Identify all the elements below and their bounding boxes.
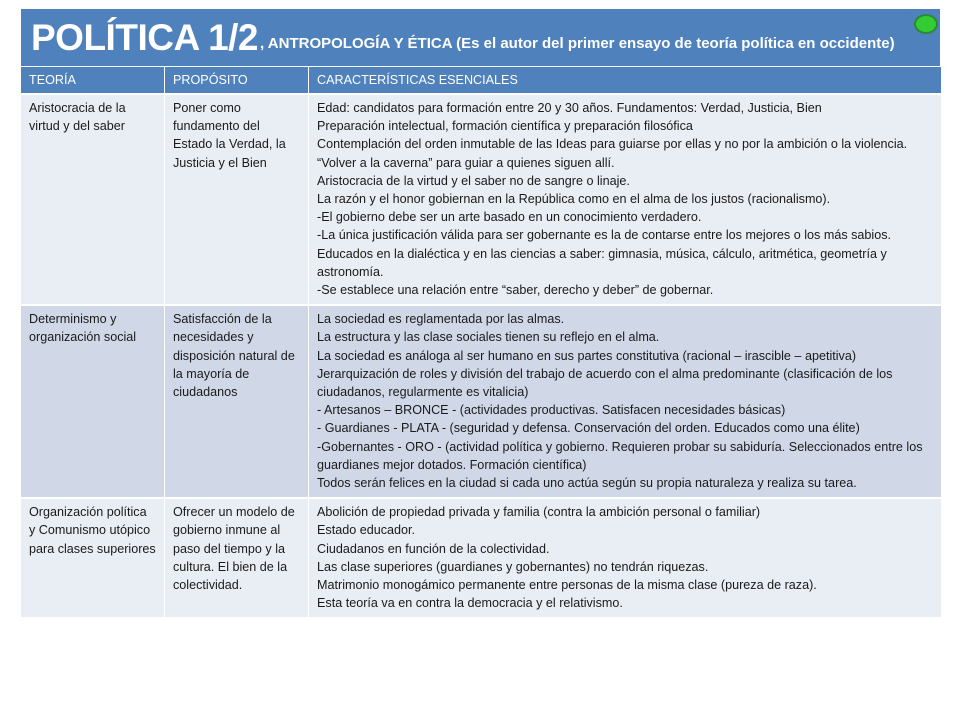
characteristic-line: -Se establece una relación entre “saber, derecho y deber” de gobernar. [317, 283, 714, 298]
characteristic-line: Ciudadanos en función de la colectividad. [317, 541, 550, 556]
characteristic-line: -Gobernantes - ORO - (actividad política y gobierno. Requieren probar su sabiduría. Seleccionados entre los guardianes mejor dotados. Formación científica) [317, 439, 923, 472]
characteristic-line: Aristocracia de la virtud y el saber no de sangre o linaje. [317, 173, 630, 188]
characteristic-line: Edad: candidatos para formación entre 20 y 30 años. Fundamentos: Verdad, Justicia, Bien [317, 101, 822, 115]
table-header-row [21, 67, 942, 94]
slide [20, 8, 941, 618]
cell-characteristics [309, 498, 942, 618]
characteristic-line: -El gobierno debe ser un arte basado en un conocimiento verdadero. [317, 210, 702, 225]
header-purpose: PROPÓSITO [165, 67, 309, 94]
green-circle-icon[interactable] [914, 14, 938, 34]
cell-theory: Determinismo y organización social [21, 305, 165, 498]
characteristic-line: Todos serán felices en la ciudad si cada uno actúa según su propia naturaleza y realiza su tarea. [317, 476, 857, 491]
cell-theory: Aristocracia de la virtud y del saber [21, 94, 165, 305]
characteristic-line: Esta teoría va en contra la democracia y el relativismo. [317, 596, 623, 611]
page-subtitle: , ANTROPOLOGÍA Y ÉTICA (Es el autor del primer ensayo de teoría política en occidente) [260, 35, 895, 52]
characteristic-line: Matrimonio monogámico permanente entre personas de la misma clase (pureza de raza). [317, 578, 817, 593]
characteristic-line: La estructura y las clase sociales tienen su reflejo en el alma. [317, 330, 660, 345]
title-bar [20, 8, 941, 67]
characteristic-line: - Artesanos – BRONCE - (actividades productivas. Satisfacen necesidades básicas) [317, 403, 786, 418]
table-row [21, 94, 942, 305]
characteristic-line: Estado educador. [317, 523, 416, 538]
cell-purpose: Ofrecer un modelo de gobierno inmune al paso del tiempo y la cultura. El bien de la colectividad. [165, 498, 309, 618]
characteristic-line: La sociedad es análoga al ser humano en sus partes constitutiva (racional – irascible – apetitiva) [317, 348, 857, 363]
characteristic-line: Preparación intelectual, formación científica y preparación filosófica [317, 119, 693, 134]
characteristic-line: La sociedad es reglamentada por las almas. [317, 312, 565, 327]
cell-characteristics [309, 94, 942, 305]
cell-purpose: Poner como fundamento del Estado la Verdad, la Justicia y el Bien [165, 94, 309, 305]
characteristic-line: Jerarquización de roles y división del trabajo de acuerdo con el alma predominante (clasificación de los ciudadanos, regularmente es vitalicia) [317, 366, 893, 400]
characteristic-line: Las clase superiores (guardianes y gobernantes) no tendrán riquezas. [317, 559, 709, 574]
cell-purpose: Satisfacción de la necesidades y disposición natural de la mayoría de ciudadanos [165, 305, 309, 498]
cell-theory: Organización política y Comunismo utópico para clases superiores [21, 498, 165, 618]
header-theory: TEORÍA [21, 67, 165, 94]
characteristic-line: -La única justificación válida para ser gobernante es la de contarse entre los mejores o los más sabios. Educados en la dialéctica y en las ciencias a saber: gimnasia, música, cálculo, aritmética, geometría y astronomía. [317, 228, 892, 279]
characteristic-line: - Guardianes - PLATA - (seguridad y defensa. Conservación del orden. Educados como una élite) [317, 421, 860, 436]
page-title: POLÍTICA 1/2 [31, 16, 259, 58]
characteristic-line: Contemplación del orden inmutable de las Ideas para guiarse por ellas y no por la ambición o la violencia. “Volver a la caverna” para guiar a quienes siguen allí. [317, 137, 908, 170]
table-row [21, 305, 942, 498]
table-row [21, 498, 942, 618]
characteristic-line: Abolición de propiedad privada y familia (contra la ambición personal o familiar) [317, 505, 761, 520]
cell-characteristics [309, 305, 942, 498]
header-characteristics: CARACTERÍSTICAS ESENCIALES [309, 67, 942, 94]
characteristic-line: La razón y el honor gobiernan en la República como en el alma de los justos (racionalismo). [317, 192, 831, 207]
content-table [20, 67, 942, 618]
